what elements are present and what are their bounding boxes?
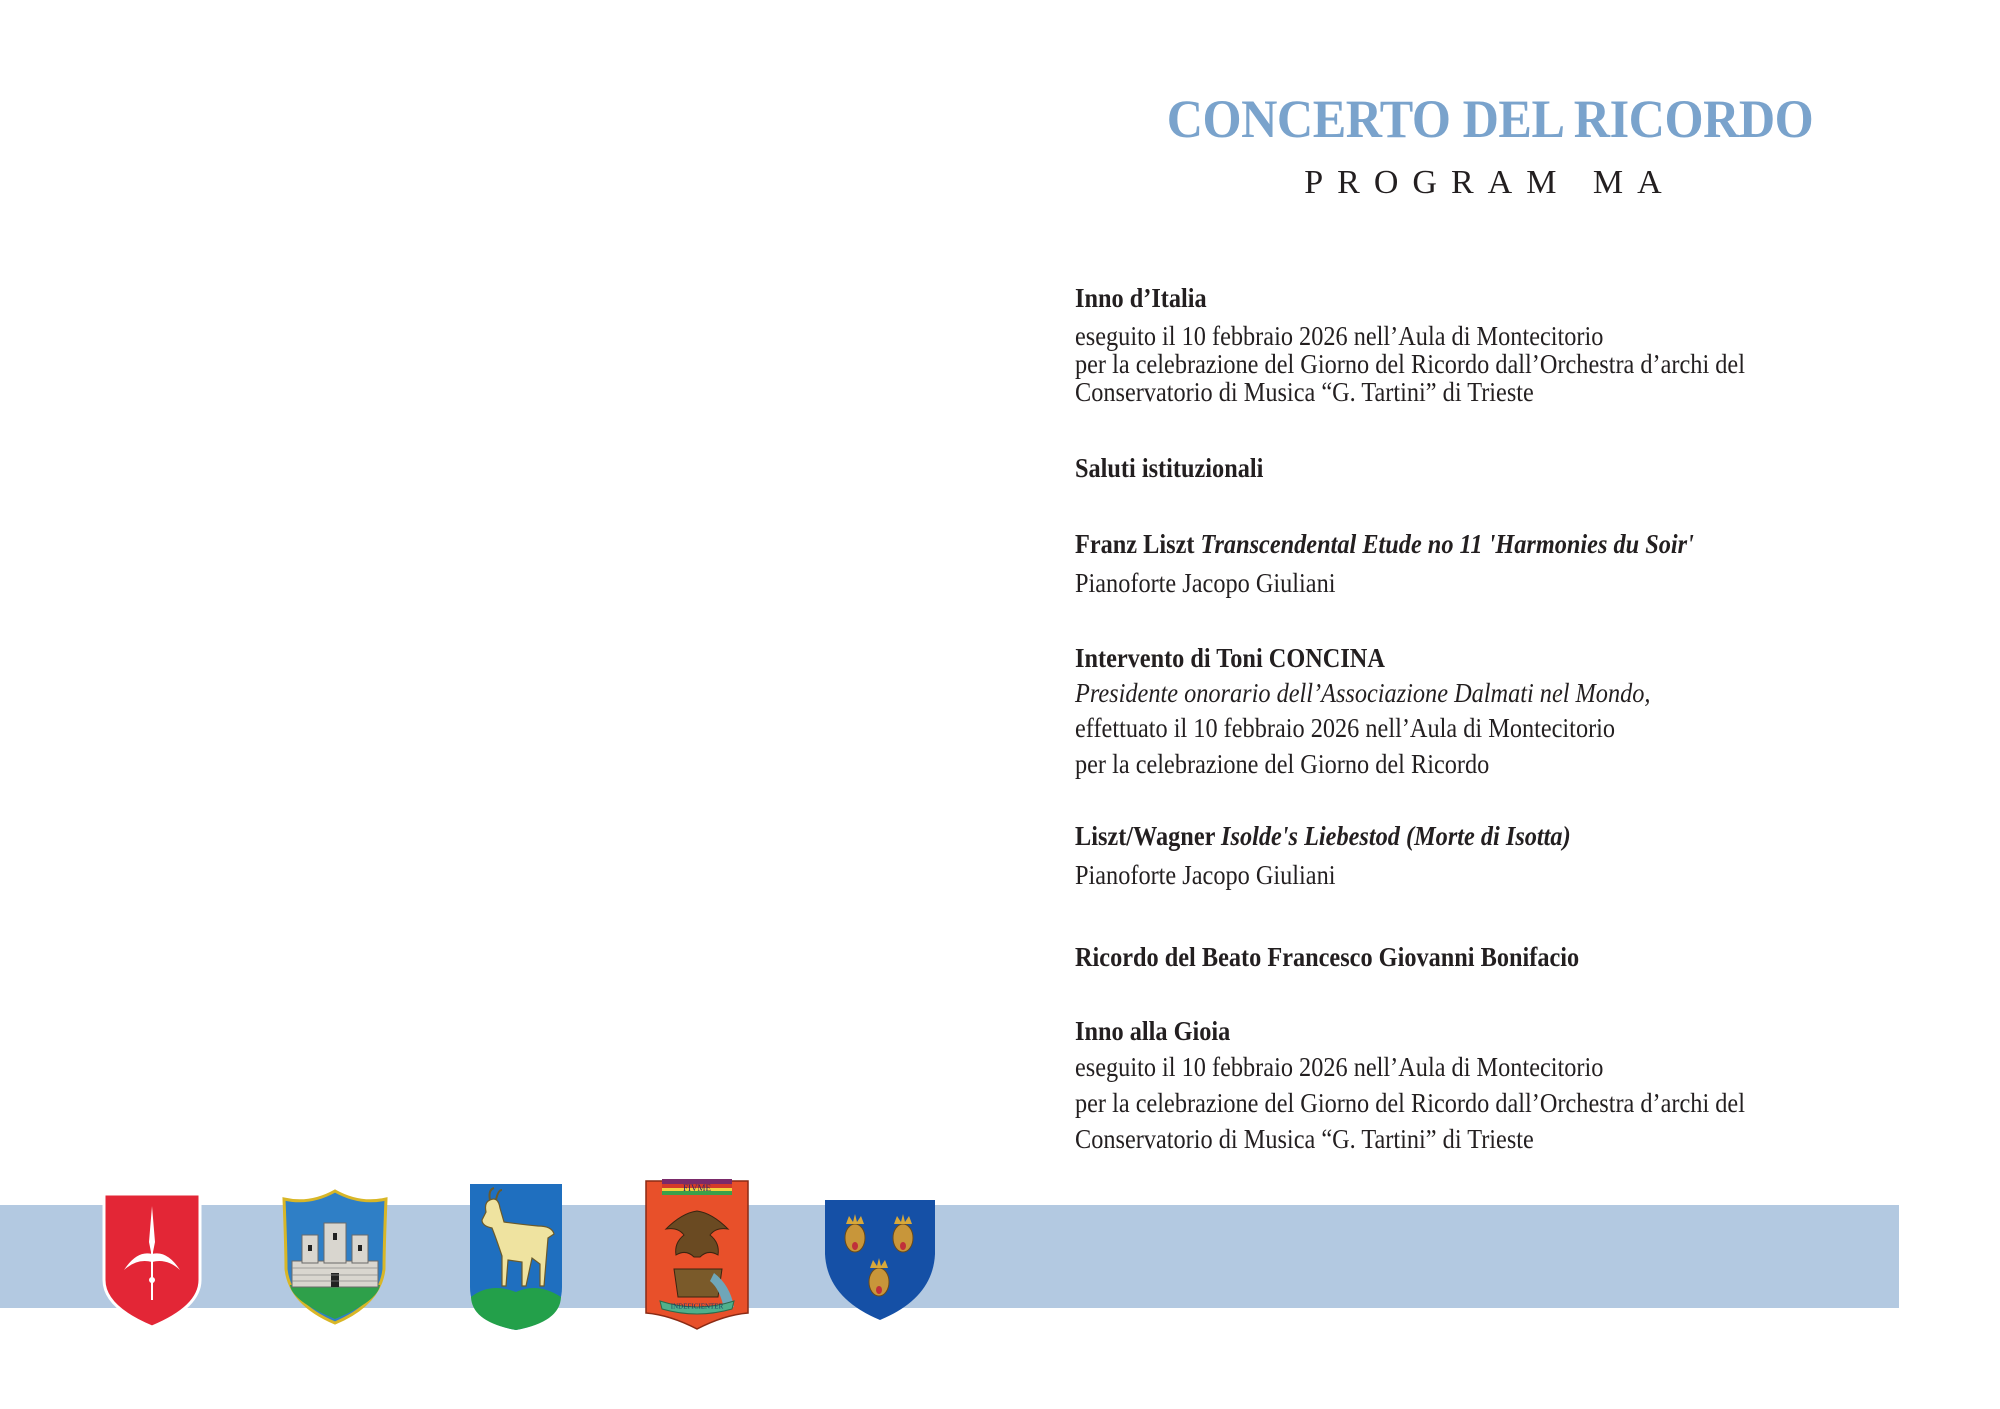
program-item-performer: Pianoforte Jacopo Giuliani — [1075, 568, 1336, 598]
program-item-detail: per la celebrazione del Giorno del Ricordo — [1075, 749, 1490, 779]
program-item-detail: eseguito il 10 febbraio 2026 nell’Aula di Montecitorio — [1075, 1052, 1604, 1082]
capodistria-crest-icon — [280, 1189, 390, 1325]
program-item-detail: per la celebrazione del Giorno del Ricordo dall’Orchestra d’archi del — [1075, 349, 1745, 379]
composer: Franz Liszt — [1075, 529, 1195, 559]
program-item-detail: eseguito il 10 febbraio 2026 nell’Aula di Montecitorio — [1075, 321, 1604, 351]
program-item-title: Inno d’Italia — [1075, 283, 1207, 313]
program-item-title: Ricordo del Beato Francesco Giovanni Bonifacio — [1075, 942, 1580, 972]
work-title: Isolde's Liebestod (Morte di Isotta) — [1221, 821, 1571, 851]
program-item-detail: Conservatorio di Musica “G. Tartini” di Trieste — [1075, 1124, 1534, 1154]
cherso-goat-crest-icon — [468, 1182, 564, 1332]
program-item-title — [1075, 529, 1694, 559]
fiume-eagle-crest-icon — [644, 1173, 750, 1331]
composer: Liszt/Wagner — [1075, 821, 1215, 851]
program-item-title: Saluti istituzionali — [1075, 453, 1264, 483]
fiume-motto-bottom: INDEFICIENTER — [670, 1302, 724, 1311]
dalmazia-lions-crest-icon — [823, 1198, 937, 1322]
program-item-title — [1075, 821, 1571, 851]
program-item-performer: Pianoforte Jacopo Giuliani — [1075, 860, 1336, 890]
work-title: Transcendental Etude no 11 'Harmonies du Soir' — [1200, 529, 1694, 559]
trieste-crest-icon — [102, 1192, 202, 1329]
program-item-detail: Conservatorio di Musica “G. Tartini” di Trieste — [1075, 377, 1534, 407]
program-item-detail: per la celebrazione del Giorno del Ricordo dall’Orchestra d’archi del — [1075, 1088, 1745, 1118]
fiume-motto-top: FIVME — [682, 1183, 712, 1193]
program-item-role: Presidente onorario dell’Associazione Dalmati nel Mondo, — [1075, 678, 1651, 708]
page-title: CONCERTO DEL RICORDO — [1166, 89, 1814, 149]
page-subtitle: PROGRAM MA — [1304, 164, 1676, 201]
program-item-detail: effettuato il 10 febbraio 2026 nell’Aula di Montecitorio — [1075, 713, 1616, 743]
program-item-title: Inno alla Gioia — [1075, 1016, 1231, 1046]
program-item-title: Intervento di Toni CONCINA — [1075, 643, 1385, 673]
